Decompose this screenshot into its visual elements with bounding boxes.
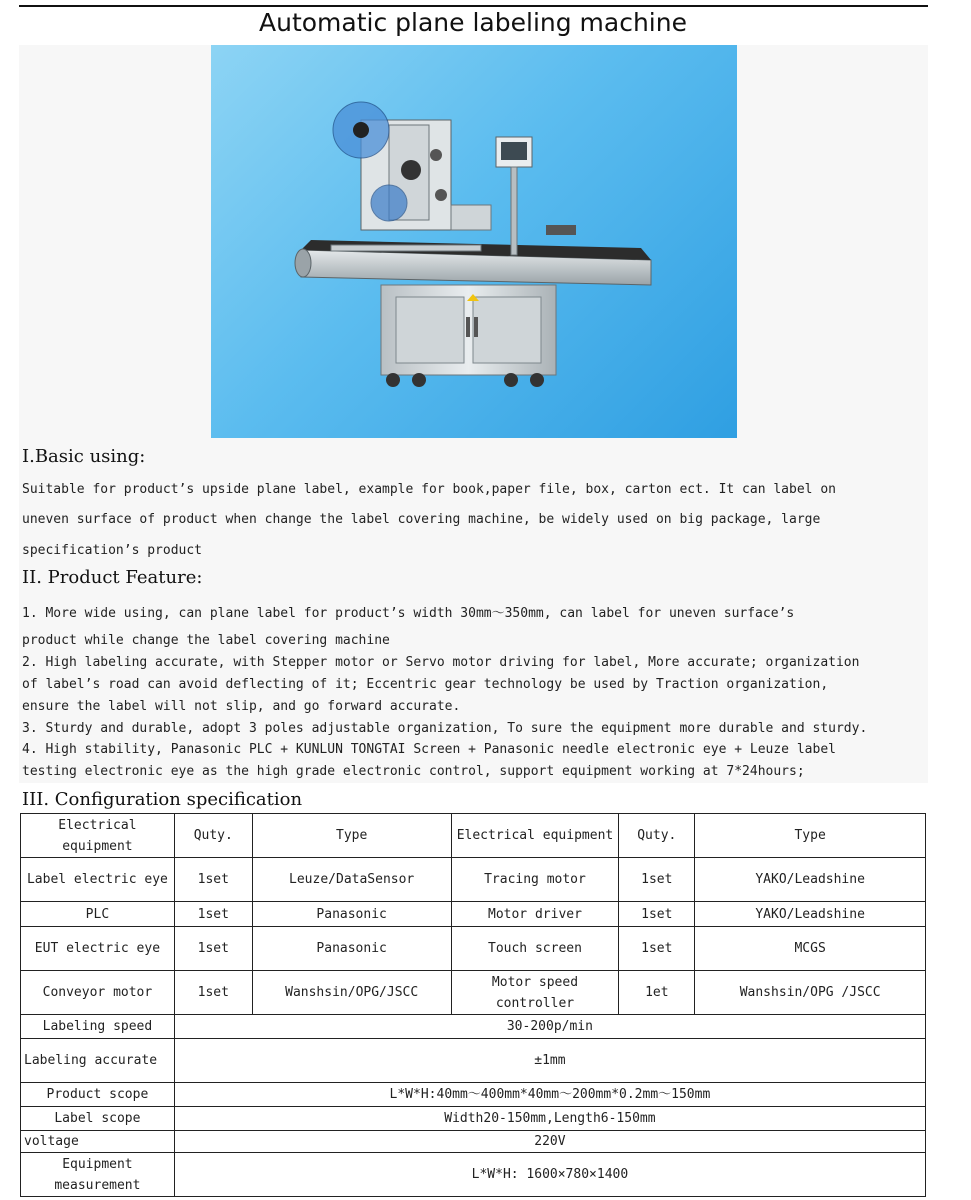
spec-row	[21, 1131, 926, 1153]
feature-line: 3. Sturdy and durable, adopt 3 poles adjustable organization, To sure the equipment more durable and sturdy.	[22, 721, 868, 736]
configuration-heading: III. Configuration specification	[22, 789, 303, 810]
spec-value: L*W*H: 1600×780×1400	[174, 1153, 925, 1197]
header-cell: Quty.	[619, 814, 695, 858]
table-cell: 1set	[174, 858, 252, 902]
feature-line: 4. High stability, Panasonic PLC + KUNLUN TONGTAI Screen + Panasonic needle electronic eye + Leuze label	[22, 742, 836, 757]
basic-line: Suitable for product’s upside plane label, example for book,paper file, box, carton ect. It can label on	[22, 482, 836, 497]
table-cell: 1set	[174, 971, 252, 1015]
header-cell: Type	[695, 814, 926, 858]
top-rule	[19, 5, 928, 7]
spec-value: 30-200p/min	[174, 1015, 925, 1039]
basic-line: specification’s product	[22, 543, 203, 558]
table-cell: 1et	[619, 971, 695, 1015]
header-cell: Electrical equipment	[21, 814, 175, 858]
feature-line: ensure the label will not slip, and go forward accurate.	[22, 699, 461, 714]
header-cell: Quty.	[174, 814, 252, 858]
spec-row	[21, 1015, 926, 1039]
table-cell: Panasonic	[252, 927, 451, 971]
table-cell: 1set	[174, 902, 252, 927]
table-cell: Wanshsin/OPG/JSCC	[252, 971, 451, 1015]
spec-value: ±1mm	[174, 1039, 925, 1083]
spec-value: 220V	[174, 1131, 925, 1153]
spec-label: Labeling speed	[21, 1015, 175, 1039]
table-cell: Wanshsin/OPG /JSCC	[695, 971, 926, 1015]
basic-line: uneven surface of product when change the label covering machine, be widely used on big package, large	[22, 512, 821, 527]
feature-line: 1. More wide using, can plane label for product’s width 30mm～350mm, can label for uneven surface’s	[22, 606, 795, 621]
table-cell: 1set	[619, 902, 695, 927]
table-cell: Leuze/DataSensor	[252, 858, 451, 902]
header-cell: Type	[252, 814, 451, 858]
table-cell: 1set	[619, 927, 695, 971]
table-cell: Touch screen	[451, 927, 619, 971]
basic-using-heading: I.Basic using:	[22, 446, 146, 467]
spec-label: Label scope	[21, 1107, 175, 1131]
table-cell: Motor speed controller	[451, 971, 619, 1015]
feature-line: product while change the label covering machine	[22, 633, 390, 648]
table-cell: Tracing motor	[451, 858, 619, 902]
spec-label: voltage	[21, 1131, 175, 1153]
spec-row	[21, 1039, 926, 1083]
labeling-machine-illustration	[211, 45, 737, 438]
spec-label: Equipment measurement	[21, 1153, 175, 1197]
spec-row	[21, 1083, 926, 1107]
table-row	[21, 927, 926, 971]
feature-line: testing electronic eye as the high grade electronic control, support equipment working at 7*24hours;	[22, 764, 805, 779]
table-cell: 1set	[619, 858, 695, 902]
spec-value: L*W*H:40mm～400mm*40mm～200mm*0.2mm～150mm	[174, 1083, 925, 1107]
spec-label: Labeling accurate	[21, 1039, 175, 1083]
table-row	[21, 902, 926, 927]
spec-value: Width20-150mm,Length6-150mm	[174, 1107, 925, 1131]
table-cell: Motor driver	[451, 902, 619, 927]
feature-line: 2. High labeling accurate, with Stepper motor or Servo motor driving for label, More accurate; organization	[22, 655, 860, 670]
table-cell: Panasonic	[252, 902, 451, 927]
table-cell: EUT electric eye	[21, 927, 175, 971]
table-header-row	[21, 814, 926, 858]
table-cell: Conveyor motor	[21, 971, 175, 1015]
table-row	[21, 971, 926, 1015]
feature-line: of label’s road can avoid deflecting of it; Eccentric gear technology be used by Traction organization,	[22, 677, 829, 692]
spec-label: Product scope	[21, 1083, 175, 1107]
product-feature-heading: II. Product Feature:	[22, 567, 203, 588]
spec-row	[21, 1107, 926, 1131]
table-cell: PLC	[21, 902, 175, 927]
table-cell: 1set	[174, 927, 252, 971]
table-cell: MCGS	[695, 927, 926, 971]
page-title: Automatic plane labeling machine	[259, 8, 687, 37]
table-cell: YAKO/Leadshine	[695, 858, 926, 902]
table-cell: YAKO/Leadshine	[695, 902, 926, 927]
table-cell: Label electric eye	[21, 858, 175, 902]
configuration-table	[20, 813, 926, 1197]
header-cell: Electrical equipment	[451, 814, 619, 858]
table-row	[21, 858, 926, 902]
machine-photo	[211, 45, 737, 438]
spec-row	[21, 1153, 926, 1197]
